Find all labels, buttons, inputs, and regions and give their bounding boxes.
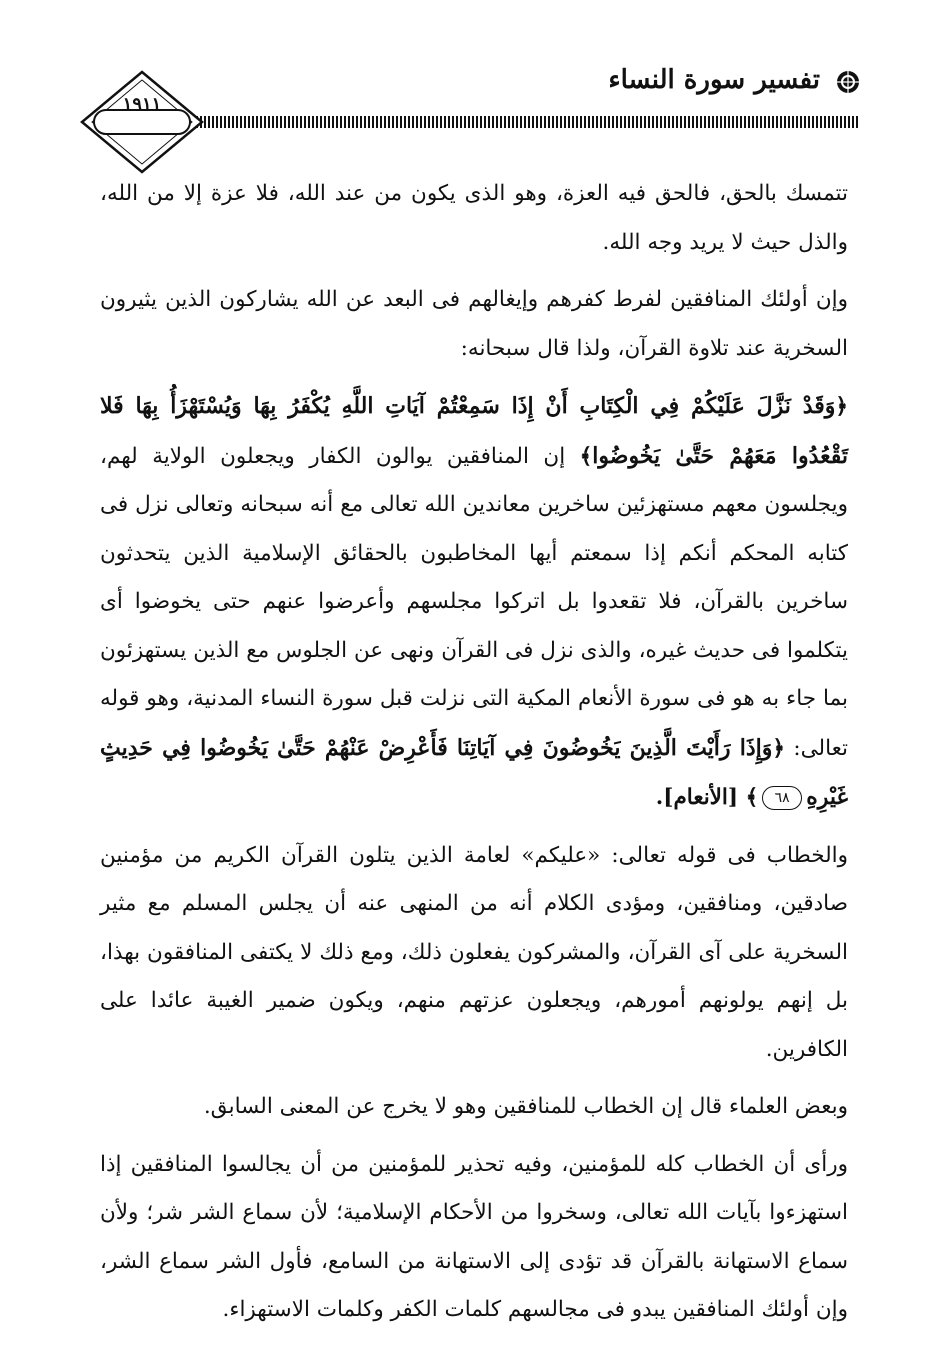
surah-reference: [الأنعام]. [655, 785, 746, 810]
ornate-bracket-open: ﴿ [835, 394, 848, 419]
paragraph: وبعض العلماء قال إن الخطاب للمنافقين وهو لا يخرج عن المعنى السابق. [203, 1094, 848, 1119]
page-header [80, 52, 860, 162]
paragraph: وإن أولئك المنافقين لفرط كفرهم وإيغالهم فى البعد عن الله يشاركون الذين يثيرون السخرية عند تلاوة القرآن، ولذا قال سبحانه: [100, 287, 848, 361]
body-text [100, 170, 848, 1335]
commentary-text: إن المنافقين يوالون الكفار ويجعلون الولاية لهم، ويجلسون معهم مستهزئين ساخرين معاندين الله تعالى مع أنه سبحانه وتعالى نزل فى كتابه المحكم أنكم إذا سمعتم أيها المخاطبون بالحقائق الإسلامية الذين يتحدثون ساخرين بالقرآن، فلا تقعدوا بل اتركوا مجلسهم وأعرضوا عنهم حتى يخوضوا أى يتكلموا فى حديث غيره، والذى نزل فى القرآن ونهى عن الجلوس مع الذين يستهزئون بما جاء به هو فى سورة الأنعام المكية التى نزلت قبل سورة النساء المدنية، وهو قوله تعالى: [100, 443, 848, 761]
paragraph-with-verse [100, 382, 848, 823]
running-title: تفسير سورة النساء [608, 65, 820, 95]
quran-verse: وَقَدْ نَزَّلَ عَلَيْكُمْ فِي الْكِتَابِ أَنْ إِذَا سَمِعْتُمْ آيَاتِ اللَّهِ يُكْفَرُ بِهَا وَيُسْتَهْزَأُ بِهَا فَلا تَقْعُدُوا مَعَهُمْ حَتَّىٰ يَخُوضُوا [100, 393, 848, 469]
ornate-bracket-close: ﴾ [745, 785, 759, 810]
quran-verse: وَإِذَا رَأَيْتَ الَّذِينَ يَخُوضُونَ فِي آيَاتِنَا فَأَعْرِضْ عَنْهُمْ حَتَّىٰ يَخُوضُوا فِي حَدِيثٍ غَيْرِهِ [100, 734, 848, 810]
page-number-badge [80, 70, 204, 174]
header-rule [192, 116, 860, 128]
paragraph: والخطاب فى قوله تعالى: «عليكم» لعامة الذين يتلون القرآن الكريم من مؤمنين صادقين، ومنافقين، ومؤدى الكلام أنه من المنهى عنه أن يجلس المسلم مع مثير السخرية على آى القرآن، والمشركون يفعلون ذلك، ومع ذلك لا يكتفى المنافقون بهذا، بل إنهم يولونهم أمورهم، ويجعلون عزتهم منهم، ويكون ضمير الغيبة عائدا على الكافرين. [100, 842, 848, 1062]
page-number: ١٩١١ [122, 94, 162, 115]
paragraph: تتمسك بالحق، فالحق فيه العزة، وهو الذى يكون من عند الله، فلا عزة إلا من الله، والذل حيث لا يريد وجه الله. [100, 181, 848, 255]
ornate-bracket-open: ﴿ [772, 735, 785, 761]
flower-ornament-icon [836, 70, 860, 94]
paragraph: ورأى أن الخطاب كله للمؤمنين، وفيه تحذير للمؤمنين من أن يجالسوا المنافقين إذا استهزءوا بآيات الله تعالى، وسخروا من الأحكام الإسلامية؛ لأن سماع الشر شر؛ ولأن سماع الاستهانة بالقرآن قد تؤدى إلى الاستهانة من السامع، فأول الشر سماع الشر، وإن أولئك المنافقين يبدو فى مجالسهم كلمات الكفر وكلمات الاستهزاء. [100, 1151, 848, 1322]
ornate-bracket-close: ﴾ [579, 443, 593, 469]
verse-number-marker: ٦٨ [762, 786, 802, 810]
